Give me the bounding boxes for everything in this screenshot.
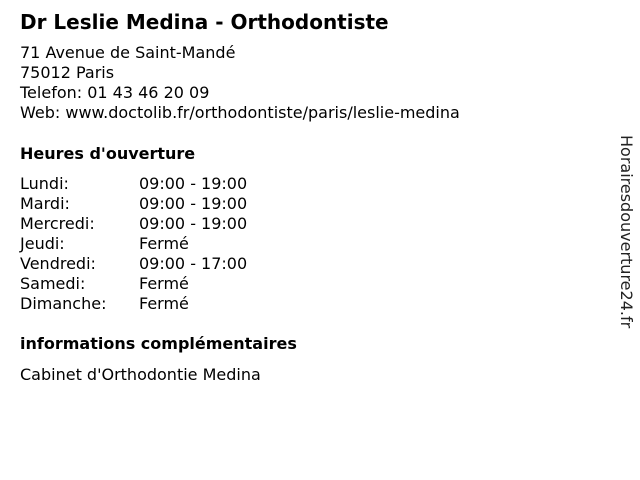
watermark-text: Horairesdouverture24.fr xyxy=(617,135,636,329)
address-phone: Telefon: 01 43 46 20 09 xyxy=(20,83,210,102)
opening-hours-title: Heures d'ouverture xyxy=(20,144,196,163)
hours-time: 09:00 - 19:00 xyxy=(139,214,248,233)
hours-row-thursday xyxy=(20,234,247,254)
additional-info-text: Cabinet d'Orthodontie Medina xyxy=(20,365,261,384)
hours-row-monday xyxy=(20,174,247,194)
hours-row-saturday xyxy=(20,274,247,294)
opening-hours-table xyxy=(20,174,247,314)
hours-row-tuesday xyxy=(20,194,247,214)
hours-day: Lundi: xyxy=(20,174,69,193)
hours-row-sunday xyxy=(20,294,247,314)
address-city: 75012 Paris xyxy=(20,63,115,82)
page-title: Dr Leslie Medina - Orthodontiste xyxy=(20,10,389,34)
address-block xyxy=(20,43,460,123)
hours-time: 09:00 - 17:00 xyxy=(139,254,248,273)
hours-day: Jeudi: xyxy=(20,234,65,253)
additional-info-title: informations complémentaires xyxy=(20,334,297,353)
hours-day: Dimanche: xyxy=(20,294,107,313)
hours-day: Mercredi: xyxy=(20,214,95,233)
hours-time: 09:00 - 19:00 xyxy=(139,194,248,213)
hours-time: Fermé xyxy=(139,294,189,313)
hours-time: Fermé xyxy=(139,274,189,293)
address-web: Web: www.doctolib.fr/orthodontiste/paris/leslie-medina xyxy=(20,103,460,122)
hours-day: Vendredi: xyxy=(20,254,96,273)
hours-time: 09:00 - 19:00 xyxy=(139,174,248,193)
hours-day: Mardi: xyxy=(20,194,70,213)
hours-time: Fermé xyxy=(139,234,189,253)
address-street: 71 Avenue de Saint-Mandé xyxy=(20,43,236,62)
hours-day: Samedi: xyxy=(20,274,86,293)
hours-row-wednesday xyxy=(20,214,247,234)
hours-row-friday xyxy=(20,254,247,274)
site-watermark xyxy=(612,135,636,375)
